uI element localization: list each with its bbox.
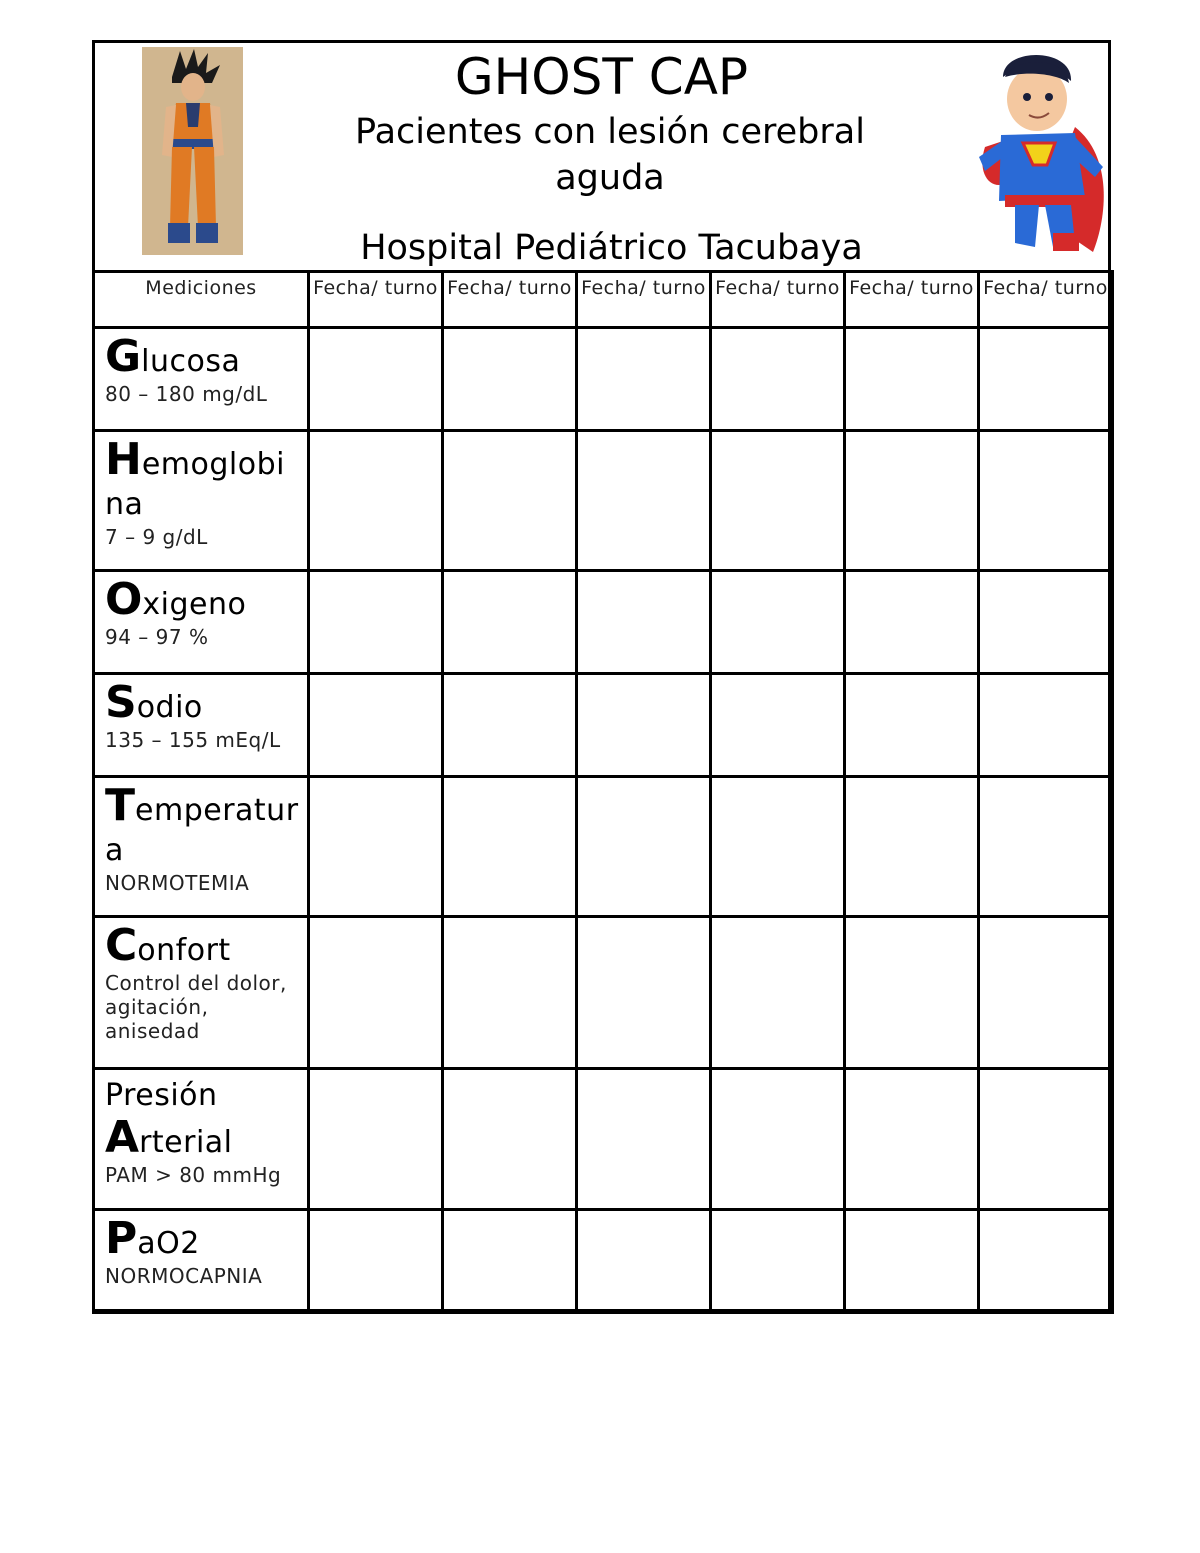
entry-cell[interactable]: [979, 431, 1113, 571]
entry-cell[interactable]: [979, 777, 1113, 917]
measurement-name-rest: lucosa: [141, 344, 241, 379]
measurement-initial: H: [105, 434, 142, 485]
entry-cell[interactable]: [443, 571, 577, 674]
date-shift-header: Fecha/ turno: [979, 272, 1113, 328]
entry-cell[interactable]: [309, 1210, 443, 1313]
measurement-target-range: 7 – 9 g/dL: [105, 525, 208, 549]
entry-cell[interactable]: [577, 674, 711, 777]
date-shift-header: Fecha/ turno: [577, 272, 711, 328]
entry-cell[interactable]: [711, 1210, 845, 1313]
entry-cell[interactable]: [711, 571, 845, 674]
measurements-table: [92, 270, 1114, 1314]
entry-cell[interactable]: [443, 1069, 577, 1210]
entry-cell[interactable]: [845, 777, 979, 917]
entry-cell[interactable]: [711, 917, 845, 1069]
measurement-label-cell: [94, 1069, 309, 1210]
measurement-initial: P: [105, 1213, 138, 1264]
entry-cell[interactable]: [845, 571, 979, 674]
measurement-target-range: NORMOCAPNIA: [105, 1264, 263, 1288]
table-row: [94, 917, 1113, 1069]
measurement-name-rest: onfort: [137, 933, 231, 968]
entry-cell[interactable]: [845, 1069, 979, 1210]
mediciones-header: Mediciones: [94, 272, 309, 328]
hero-illustration: [975, 47, 1113, 257]
measurement-name: [105, 780, 299, 871]
measurement-target-range: 94 – 97 %: [105, 625, 209, 649]
entry-cell[interactable]: [979, 1210, 1113, 1313]
measurement-name: [105, 574, 299, 625]
entry-cell[interactable]: [443, 1210, 577, 1313]
entry-cell[interactable]: [577, 917, 711, 1069]
entry-cell[interactable]: [577, 777, 711, 917]
sheet-title: GHOST CAP: [454, 48, 749, 106]
entry-cell[interactable]: [711, 674, 845, 777]
entry-cell[interactable]: [443, 777, 577, 917]
entry-cell[interactable]: [711, 1069, 845, 1210]
entry-cell[interactable]: [711, 328, 845, 431]
entry-cell[interactable]: [577, 571, 711, 674]
entry-cell[interactable]: [845, 1210, 979, 1313]
measurement-label-cell: [94, 328, 309, 431]
measurement-name-rest: xigeno: [142, 587, 247, 622]
table-row: [94, 777, 1113, 917]
entry-cell[interactable]: [711, 431, 845, 571]
entry-cell[interactable]: [309, 571, 443, 674]
measurement-name-rest: emperatura: [105, 793, 299, 868]
measurement-target-range: PAM > 80 mmHg: [105, 1163, 282, 1187]
measurement-label-cell: [94, 1210, 309, 1313]
measurement-name-rest: aO2: [137, 1226, 200, 1261]
entry-cell[interactable]: [979, 571, 1113, 674]
table-row: [94, 1210, 1113, 1313]
measurement-initial: G: [105, 331, 142, 382]
entry-cell[interactable]: [979, 674, 1113, 777]
measurement-initial: S: [105, 677, 137, 728]
table-row: [94, 571, 1113, 674]
table-header-row: [94, 272, 1113, 328]
entry-cell[interactable]: [979, 328, 1113, 431]
sheet-header: [95, 43, 1108, 270]
entry-cell[interactable]: [711, 777, 845, 917]
date-shift-header: Fecha/ turno: [309, 272, 443, 328]
measurement-name: [105, 331, 299, 382]
entry-cell[interactable]: [577, 431, 711, 571]
entry-cell[interactable]: [845, 328, 979, 431]
entry-cell[interactable]: [577, 328, 711, 431]
measurement-name: [105, 920, 299, 971]
entry-cell[interactable]: [845, 431, 979, 571]
measurement-target-range: Control del dolor, agitación, anisedad: [105, 971, 287, 1043]
entry-cell[interactable]: [309, 777, 443, 917]
table-row: [94, 328, 1113, 431]
measurement-name: [105, 434, 299, 525]
entry-cell[interactable]: [443, 674, 577, 777]
date-shift-header: Fecha/ turno: [711, 272, 845, 328]
entry-cell[interactable]: [309, 328, 443, 431]
measurement-name: [105, 1213, 299, 1264]
entry-cell[interactable]: [309, 917, 443, 1069]
measurement-target-range: 80 – 180 mg/dL: [105, 382, 268, 406]
measurement-prefix: Presión: [105, 1078, 218, 1113]
table-row: [94, 674, 1113, 777]
measurement-name: [105, 1112, 299, 1163]
entry-cell[interactable]: [443, 431, 577, 571]
sheet-subtitle: Pacientes con lesión cerebral aguda: [355, 112, 865, 198]
entry-cell[interactable]: [577, 1069, 711, 1210]
measurement-label-cell: [94, 431, 309, 571]
entry-cell[interactable]: [309, 431, 443, 571]
measurement-name-rest: rterial: [139, 1125, 233, 1160]
entry-cell[interactable]: [443, 328, 577, 431]
ghost-cap-sheet: [92, 40, 1111, 1312]
entry-cell[interactable]: [979, 917, 1113, 1069]
entry-cell[interactable]: [309, 674, 443, 777]
entry-cell[interactable]: [443, 917, 577, 1069]
measurement-label-cell: [94, 777, 309, 917]
entry-cell[interactable]: [845, 674, 979, 777]
measurement-label-cell: [94, 571, 309, 674]
entry-cell[interactable]: [577, 1210, 711, 1313]
entry-cell[interactable]: [309, 1069, 443, 1210]
measurement-label-cell: [94, 674, 309, 777]
table-row: [94, 431, 1113, 571]
measurement-name-rest: emoglobina: [105, 447, 285, 522]
measurement-label-cell: [94, 917, 309, 1069]
measurement-name: [105, 677, 299, 728]
hospital-name: Hospital Pediátrico Tacubaya: [360, 228, 863, 268]
measurement-name-rest: odio: [136, 690, 203, 725]
measurement-initial: T: [105, 780, 136, 831]
date-shift-header: Fecha/ turno: [845, 272, 979, 328]
measurement-initial: C: [105, 920, 138, 971]
measurement-initial: A: [105, 1112, 140, 1163]
date-shift-header: Fecha/ turno: [443, 272, 577, 328]
measurement-initial: O: [105, 574, 143, 625]
entry-cell[interactable]: [979, 1069, 1113, 1210]
table-row: [94, 1069, 1113, 1210]
entry-cell[interactable]: [845, 917, 979, 1069]
measurement-target-range: NORMOTEMIA: [105, 871, 250, 895]
measurement-target-range: 135 – 155 mEq/L: [105, 728, 281, 752]
